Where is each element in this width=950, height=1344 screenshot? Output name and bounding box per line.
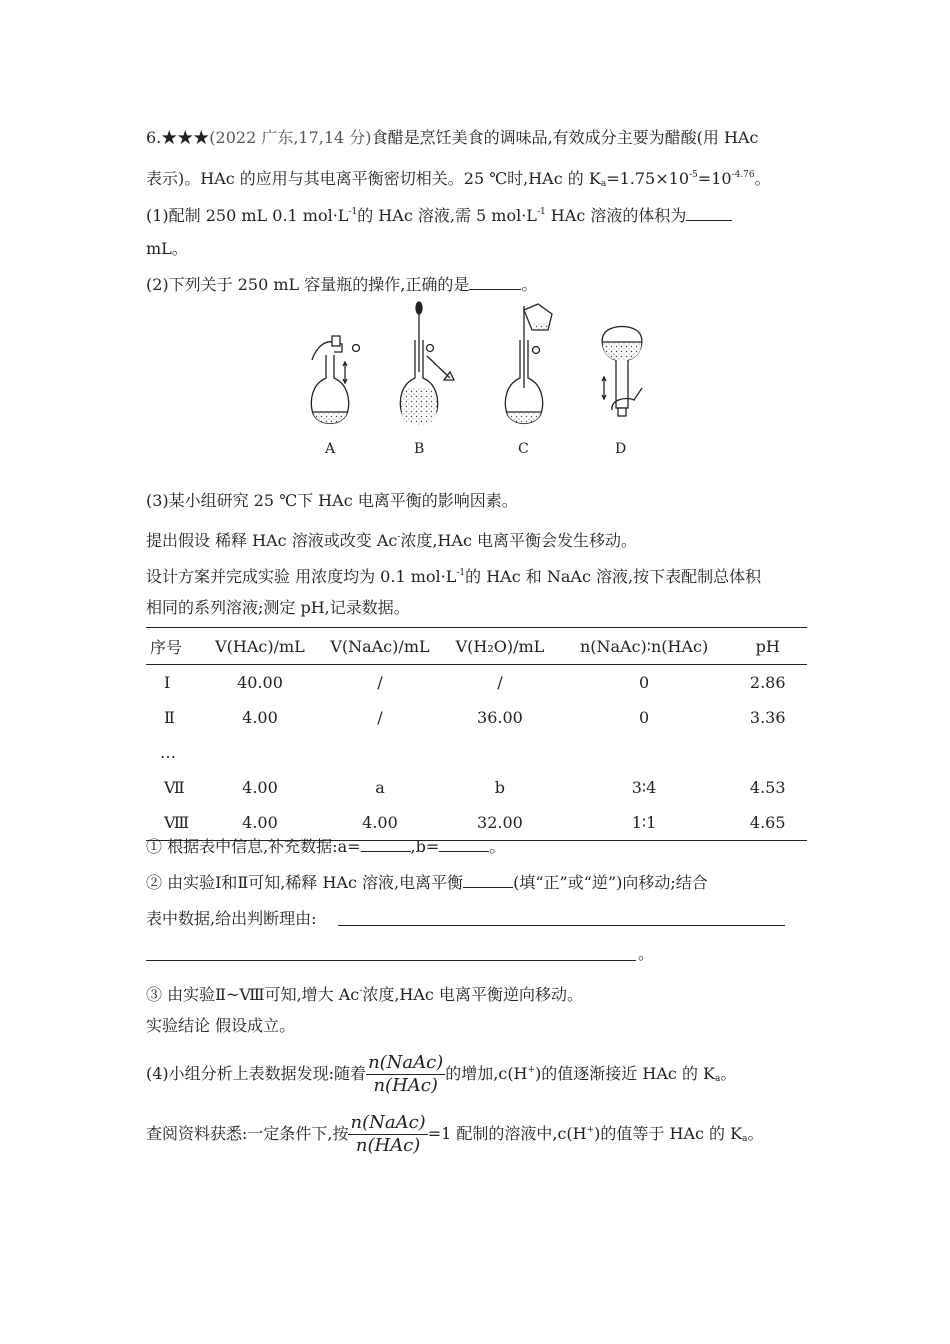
figure-label-d: D xyxy=(615,441,627,457)
col-header: 序号 xyxy=(146,628,200,665)
part3-title: (3)某小组研究 25 ℃下 HAc 电离平衡的影响因素。 xyxy=(146,491,518,510)
table-row: … xyxy=(160,743,176,762)
intro-line-2: 表示)。HAc 的应用与其电离平衡密切相关。25 ℃时,HAc 的 $K_a=1.75\times 10^{-5}=10^{-4.76}$。 xyxy=(146,169,771,189)
question-number: 6. xyxy=(146,128,162,147)
intro-line-1: 食醋是烹饪美食的调味品,有效成分主要为醋酸(用 HAc xyxy=(371,128,759,147)
answer-blank-direction[interactable] xyxy=(463,873,513,888)
part4-line: (4)小组分析上表数据发现:随着 $\frac{\text{n(NaAc)}}{\text{n(HAc)}}$ 的增加,c(H+)的值逐渐接近 HAc 的 $K_a$。 xyxy=(146,1052,737,1096)
part4-reference-line: 查阅资料获悉:一定条件下,按 $\frac{\text{n(NaAc)}}{\text{n(HAc)}}$ =1 配制的溶液中,c(H+)的值等于 HAc 的 $K_a$。 xyxy=(146,1112,764,1156)
table-row: Ⅷ 4.00 4.00 32.00 1∶1 4.65 xyxy=(146,805,807,841)
col-header: n(NaAc)∶n(HAc) xyxy=(560,628,729,665)
reason-end-mark: 。 xyxy=(638,944,655,963)
subquestion-2-line-2: 表中数据,给出判断理由: xyxy=(146,909,317,928)
answer-blank-volume[interactable] xyxy=(686,206,732,221)
part2-question: (2)下列关于 250 mL 容量瓶的操作,正确的是 。 xyxy=(146,275,538,294)
table-row: Ⅱ 4.00 / 36.00 0 3.36 xyxy=(164,708,786,727)
question-header xyxy=(146,128,758,148)
figure-label-b: B xyxy=(414,441,425,457)
flask-b xyxy=(400,302,454,425)
subquestion-2-line-1: ② 由实验Ⅰ和Ⅱ可知,稀释 HAc 溶液,电离平衡 (填“正”或“逆”)向移动;结合 xyxy=(146,873,708,892)
col-header: V(H₂O)/mL xyxy=(440,628,560,665)
answer-blank-b[interactable] xyxy=(439,837,489,852)
figure-label-a: A xyxy=(325,441,336,457)
part3-design-2: 相同的系列溶液;测定 pH,记录数据。 xyxy=(146,598,410,617)
flask-d xyxy=(602,327,642,417)
col-header: V(NaAc)/mL xyxy=(320,628,440,665)
table-header-row xyxy=(146,628,807,665)
answer-line-reason-1[interactable] xyxy=(338,925,785,926)
part3-design-1: 设计方案并完成实验 用浓度均为 0.1 $mol\cdot L^{-1}$的 HAc 和 NaAc 溶液,按下表配制总体积 xyxy=(146,567,762,586)
col-header: V(HAc)/mL xyxy=(200,628,320,665)
question-source: (2022 广东,17,14 分) xyxy=(209,128,372,147)
difficulty-stars: ★★★ xyxy=(161,128,210,147)
experiment-conclusion: 实验结论 假设成立。 xyxy=(146,1016,296,1035)
subquestion-1: ① 根据表中信息,补充数据:a= ,b= 。 xyxy=(146,837,506,856)
answer-blank-a[interactable] xyxy=(361,837,411,852)
part1-line-1: (1)配制 250 mL 0.1 $mol\cdot L^{-1}$的 HAc 溶液,需 5 $mol\cdot L^{-1}$ HAc 溶液的体积为 xyxy=(146,202,732,226)
figure-label-c: C xyxy=(518,441,529,457)
subquestion-3: ③ 由实验Ⅱ~Ⅷ可知,增大 Ac-浓度,HAc 电离平衡逆向移动。 xyxy=(146,985,583,1004)
experiment-table xyxy=(146,627,807,841)
table-row: Ⅶ 4.00 a b 3∶4 4.53 xyxy=(164,778,786,797)
col-header: pH xyxy=(728,628,807,665)
flask-a xyxy=(311,336,359,424)
part3-hypothesis: 提出假设 稀释 HAc 溶液或改变 Ac-浓度,HAc 电离平衡会发生移动。 xyxy=(146,531,638,550)
ratio-fraction: $\frac{\text{n(NaAc)}}{\text{n(HAc)}}$ xyxy=(350,1112,426,1156)
flask-c xyxy=(505,304,552,424)
part1-line-2: mL。 xyxy=(146,239,188,258)
ratio-fraction: $\frac{\text{n(NaAc)}}{\text{n(HAc)}}$ xyxy=(368,1052,444,1096)
flask-operations-figure xyxy=(290,300,660,440)
answer-line-reason-2[interactable] xyxy=(146,960,636,961)
table-row: Ⅰ 40.00 / / 0 2.86 xyxy=(164,673,786,692)
answer-blank-operation[interactable] xyxy=(469,275,521,290)
